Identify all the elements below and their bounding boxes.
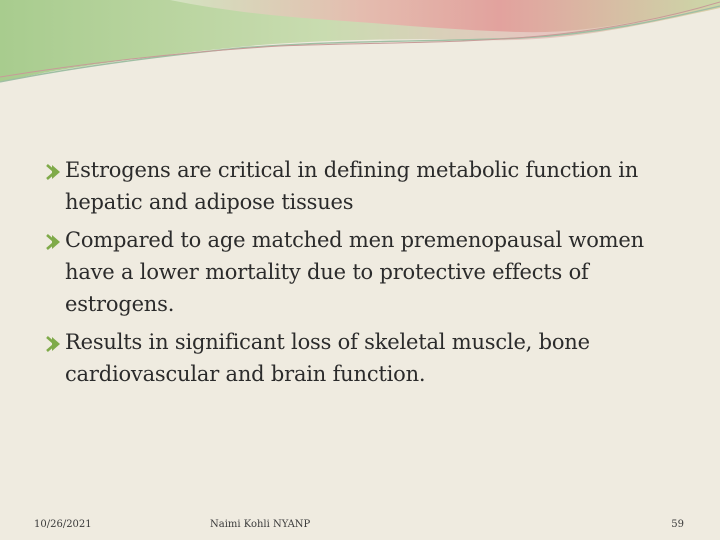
bullet-list [46,154,686,396]
footer-date: 10/26/2021 [34,519,92,530]
bullet-text: Results in significant loss of skeletal muscle, bone cardiovascular and brain function. [65,330,590,386]
footer-author: Naimi Kohli NYANP [210,519,311,530]
decorative-wave-banner [0,0,720,90]
bullet-text: Estrogens are critical in defining metabolic function in hepatic and adipose tissues [65,158,639,214]
arrow-bullet-icon [46,164,64,180]
bullet-item-1 [46,154,686,218]
arrow-bullet-icon [46,336,64,352]
arrow-bullet-icon [46,234,64,250]
page-number: 59 [671,519,684,530]
bullet-item-3 [46,326,686,390]
bullet-item-2 [46,224,686,320]
bullet-text: Compared to age matched men premenopausal women have a lower mortality due to protective effects of estrogens. [65,228,644,316]
